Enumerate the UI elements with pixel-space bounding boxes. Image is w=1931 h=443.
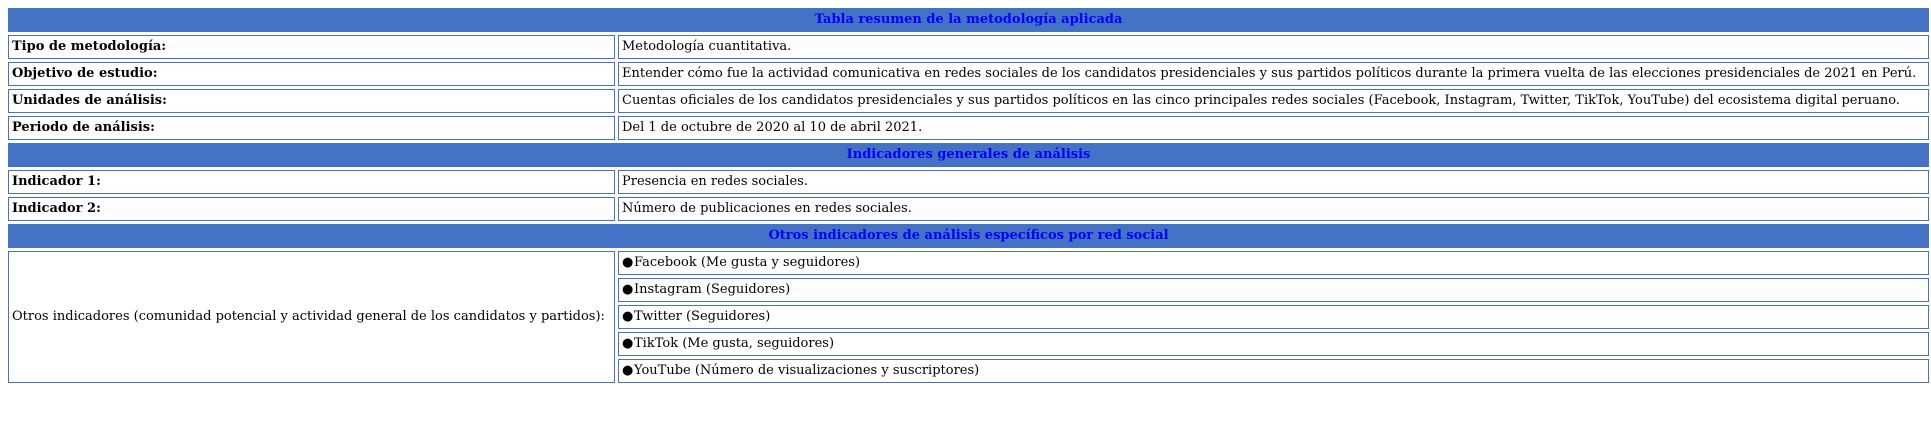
row-label-methodology-type: Tipo de metodología: (8, 35, 615, 59)
general-indicators-header-row (8, 143, 1929, 167)
table-row (8, 35, 1929, 59)
indicator-1-value: Presencia en redes sociales. (618, 170, 1929, 194)
specific-indicators-header-row (8, 224, 1929, 248)
table-row (8, 251, 1929, 275)
specific-indicators-header: Otros indicadores de análisis específicos por red social (8, 224, 1929, 248)
indicator-2-value: Número de publicaciones en redes sociales. (618, 197, 1929, 221)
row-label-analysis-units: Unidades de análisis: (8, 89, 615, 113)
indicator-2-label: Indicador 2: (8, 197, 615, 221)
list-item-text: TikTok (Me gusta, seguidores) (634, 336, 835, 351)
bullet-icon: ● (622, 255, 634, 270)
row-value-study-objective: Entender cómo fue la actividad comunicativa en redes sociales de los candidatos presidenciales y sus partidos políticos durante la primera vuelta de las elecciones presidenciales de 2021 en Perú. (618, 62, 1929, 86)
methodology-summary-table (5, 5, 1931, 386)
other-indicators-label: Otros indicadores (comunidad potencial y actividad general de los candidatos y partidos): (8, 251, 615, 383)
row-label-study-objective: Objetivo de estudio: (8, 62, 615, 86)
table-row (8, 89, 1929, 113)
bullet-icon: ● (622, 282, 634, 297)
list-item-text: Facebook (Me gusta y seguidores) (634, 255, 861, 270)
list-item-text: Twitter (Seguidores) (634, 309, 771, 324)
list-item (618, 359, 1929, 383)
bullet-icon: ● (622, 336, 634, 351)
list-item (618, 332, 1929, 356)
general-indicators-header: Indicadores generales de análisis (8, 143, 1929, 167)
table-row (8, 62, 1929, 86)
row-value-analysis-period: Del 1 de octubre de 2020 al 10 de abril 2021. (618, 116, 1929, 140)
row-value-analysis-units: Cuentas oficiales de los candidatos presidenciales y sus partidos políticos en las cinco principales redes sociales (Facebook, Instagram, Twitter, TikTok, YouTube) del ecosistema digital peruano. (618, 89, 1929, 113)
table-row (8, 197, 1929, 221)
bullet-icon: ● (622, 309, 634, 324)
row-label-analysis-period: Periodo de análisis: (8, 116, 615, 140)
table-row (8, 116, 1929, 140)
list-item (618, 305, 1929, 329)
list-item (618, 251, 1929, 275)
list-item (618, 278, 1929, 302)
list-item-text: Instagram (Seguidores) (634, 282, 791, 297)
row-value-methodology-type: Metodología cuantitativa. (618, 35, 1929, 59)
bullet-icon: ● (622, 363, 634, 378)
indicator-1-label: Indicador 1: (8, 170, 615, 194)
table-title-row (8, 8, 1929, 32)
table-title: Tabla resumen de la metodología aplicada (8, 8, 1929, 32)
list-item-text: YouTube (Número de visualizaciones y suscriptores) (634, 363, 980, 378)
table-row (8, 170, 1929, 194)
